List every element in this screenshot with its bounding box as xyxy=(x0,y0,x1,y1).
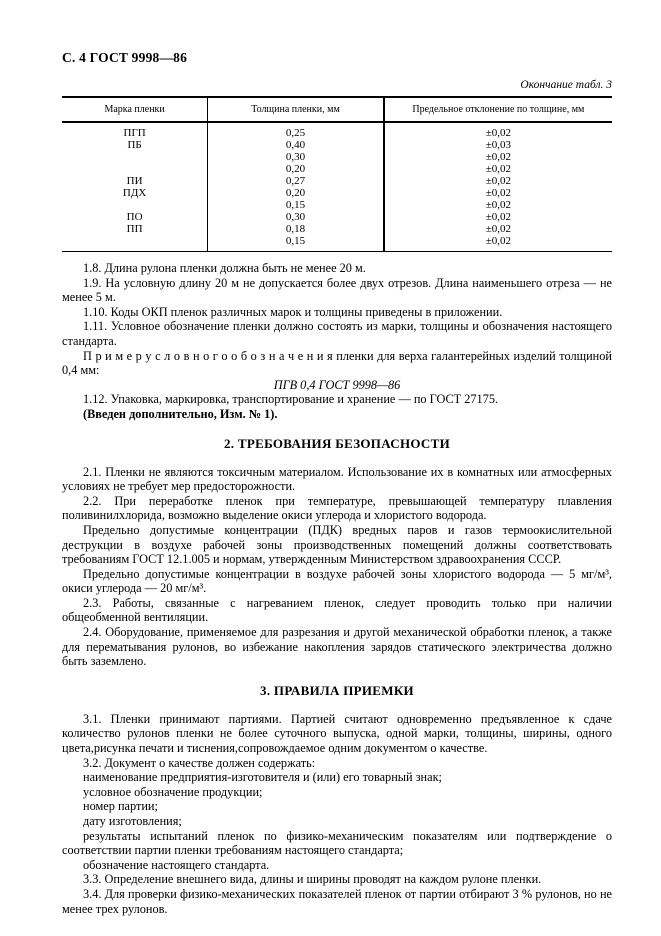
table-cell: 0,27 xyxy=(208,175,384,187)
paragraph: 1.8. Длина рулона пленки должна быть не менее 20 м. xyxy=(83,261,366,275)
table-cell: 0,20 xyxy=(208,187,384,199)
table-row xyxy=(62,163,612,175)
section-3 xyxy=(62,712,612,916)
table-cell: ±0,02 xyxy=(485,187,512,199)
table-cell: ±0,02 xyxy=(485,235,512,247)
paragraph: П р и м е р у с л о в н о г о о б о з н а ч е н и я пленки для верха галантерейных изделий толщиной 0,4 мм: xyxy=(62,348,612,378)
paragraph: 3.1. Пленки принимают партиями. Партией считают одновременно предъявленное к сдаче количество рулонов пленки не более суточного выпуска, одной марки, толщины, ширины, одного цвета,рисунка печати и тиснения,сопровождаемое одним документом о качестве. xyxy=(62,711,612,756)
table-row xyxy=(62,211,612,223)
paragraph: обозначение настоящего стандарта. xyxy=(83,857,270,872)
paragraph: Предельно допустимые концентрации в воздухе рабочей зоны хлористого водорода — 5 мг/м³, окиси углерода — 20 мг/м³. xyxy=(62,566,612,596)
paragraph: ПГВ 0,4 ГОСТ 9998—86 xyxy=(273,377,401,392)
table-cell: ±0,02 xyxy=(485,127,512,139)
paragraph: Предельно допустимые концентрации (ПДК) вредных паров и газов термоокислительной деструкции в воздухе рабочей зоны производственных помещений должны соответствовать требованиям ГОСТ 12.1.005 и нормам, утвержденным Министерством здравоохранения СССР. xyxy=(62,522,612,567)
table-row xyxy=(62,199,612,211)
table-cell: ПО xyxy=(62,211,208,223)
table-cell: ±0,02 xyxy=(485,223,512,235)
table-cell xyxy=(62,199,208,211)
paragraph: результаты испытаний пленок по физико-механическим показателям или подтверждение о соответствии партии пленки требованиям настоящего стандарта; xyxy=(62,828,612,858)
table-cell: ПП xyxy=(62,223,208,235)
table-row xyxy=(62,235,612,252)
paragraph: 2.1. Пленки не являются токсичным материалом. Использование их в комнатных или атмосферных условиях не требует мер предосторожности. xyxy=(62,464,612,494)
table-body xyxy=(62,122,612,252)
paragraph: наименование предприятия-изготовителя и (или) его товарный знак; xyxy=(83,770,442,785)
paragraph: условное обозначение продукции; xyxy=(83,784,263,799)
paragraph: 2.4. Оборудование, применяемое для разрезания и другой механической обработки пленок, а также для перематывания рулонов, во избежание накопления зарядов статического электричества должно быть заземлено. xyxy=(62,625,612,669)
paragraph: 1.9. На условную длину 20 м не допускается более двух отрезов. Длина наименьшего отреза — не менее 5 м. xyxy=(62,275,612,305)
table-cell: 0,25 xyxy=(208,122,384,139)
table-cell xyxy=(62,163,208,175)
table-cell: 0,30 xyxy=(208,211,384,223)
table-cell: 0,15 xyxy=(208,199,384,211)
section-2-title: 2. ТРЕБОВАНИЯ БЕЗОПАСНОСТИ xyxy=(224,435,450,451)
column-header-deviation: Предельное отклонение по толщине, мм xyxy=(384,97,612,122)
section-3-title: 3. ПРАВИЛА ПРИЕМКИ xyxy=(260,682,414,698)
table-cell: ±0,02 xyxy=(485,211,512,223)
table-cell: 0,18 xyxy=(208,223,384,235)
table-cell xyxy=(62,151,208,163)
table-cell xyxy=(62,235,208,252)
table-cell: 0,40 xyxy=(208,139,384,151)
paragraph: номер партии; xyxy=(83,799,158,814)
paragraph: 1.11. Условное обозначение пленки должно состоять из марки, толщины и обозначения настоящего стандарта. xyxy=(62,319,612,348)
paragraph: 2.3. Работы, связанные с нагреванием пленок, следует проводить только при наличии общеобменной вентиляции. xyxy=(62,595,612,625)
paragraph: 1.10. Коды ОКП пленок различных марок и толщины приведены в приложении. xyxy=(83,304,503,319)
table-cell: 0,20 xyxy=(208,163,384,175)
table-row xyxy=(62,187,612,199)
table-cell: ±0,03 xyxy=(485,139,512,151)
section-2 xyxy=(62,465,612,669)
film-thickness-table xyxy=(62,96,612,252)
table-cell: ±0,02 xyxy=(485,199,512,211)
table-caption: Окончание табл. 3 xyxy=(520,79,612,91)
paragraph: 3.2. Документ о качестве должен содержать: xyxy=(83,755,316,770)
table-row xyxy=(62,223,612,235)
table-cell: 0,30 xyxy=(208,151,384,163)
paragraph: 1.12. Упаковка, маркировка, транспортирование и хранение — по ГОСТ 27175. xyxy=(83,392,499,407)
table-row xyxy=(62,151,612,163)
table-row xyxy=(62,122,612,139)
table-row xyxy=(62,139,612,151)
section-1 xyxy=(62,261,612,422)
page-header: С. 4 ГОСТ 9998—86 xyxy=(62,50,188,65)
table-cell: ±0,02 xyxy=(485,163,512,175)
table-cell: ПДХ xyxy=(62,187,208,199)
column-header-mark: Марка пленки xyxy=(62,97,208,122)
table-cell: ±0,02 xyxy=(485,151,512,163)
column-header-thickness: Толщина пленки, мм xyxy=(208,97,384,122)
paragraph: 3.4. Для проверки физико-механических показателей пленок от партии отбирают 3 % рулонов, но не менее трех рулонов. xyxy=(62,886,612,916)
paragraph: 3.3. Определение внешнего вида, длины и ширины проводят на каждом рулоне пленки. xyxy=(83,872,542,887)
table-header-row xyxy=(62,97,612,122)
paragraph: (Введен дополнительно, Изм. № 1). xyxy=(83,406,278,421)
table-cell: ±0,02 xyxy=(485,175,512,187)
table-head xyxy=(62,97,612,122)
table-cell: ПГП xyxy=(62,122,208,139)
table-cell: ПИ xyxy=(62,175,208,187)
paragraph: дату изготовления; xyxy=(83,814,182,828)
table-cell: ПБ xyxy=(62,139,208,151)
paragraph: 2.2. При переработке пленок при температуре, превышающей температуру плавления поливинилхлорида, возможно выделение окиси углерода и хлористого водорода. xyxy=(62,493,612,523)
table-row xyxy=(62,175,612,187)
table-cell: 0,15 xyxy=(208,235,384,252)
